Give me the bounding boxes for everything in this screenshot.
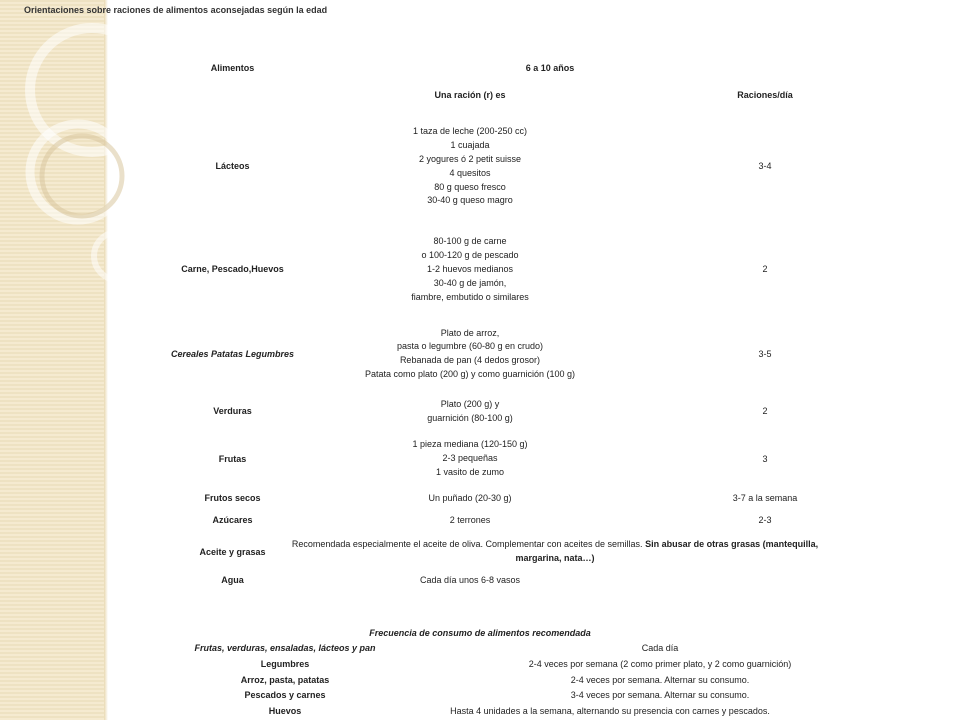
row-carne-desc-1: 80-100 g de carne: [433, 236, 507, 246]
row-cereales-food: Cereales Patatas Legumbres: [170, 349, 295, 359]
row-carne-desc-5: fiambre, embutido o similares: [411, 292, 529, 302]
freq-row-5-food: Huevos: [268, 706, 302, 716]
row-cereales-desc-2: pasta o legumbre (60-80 g en crudo): [396, 341, 544, 351]
row-carne-desc-2: o 100-120 g de pescado: [421, 250, 519, 260]
row-verduras-food: Verduras: [213, 406, 252, 416]
row-azucares-rac: 2-3: [758, 515, 772, 525]
freq-row-3-food: Arroz, pasta, patatas: [240, 675, 330, 685]
row-verduras-desc-1: Plato (200 g) y: [440, 399, 500, 409]
row-cereales-desc-3: Rebanada de pan (4 dedos grosor): [399, 355, 541, 365]
row-lacteos-desc-4: 4 quesitos: [449, 168, 491, 178]
row-verduras-desc-2: guarnición (80-100 g): [427, 413, 513, 423]
row-aceite-desc-bold2: margarina, nata…): [515, 553, 595, 563]
row-frutas-food: Frutas: [218, 454, 247, 464]
row-aceite-desc-line1: [250, 537, 860, 551]
row-lacteos-desc-1: 1 taza de leche (200-250 cc): [412, 126, 528, 136]
row-frutas-desc-3: 1 vasito de zumo: [435, 467, 505, 477]
row-aceite-food: Aceite y grasas: [199, 547, 266, 557]
row-frutas-desc-1: 1 pieza mediana (120-150 g): [412, 439, 528, 449]
row-carne-food: Carne, Pescado,Huevos: [181, 264, 284, 274]
header-age: 6 a 10 años: [525, 63, 575, 73]
row-lacteos-rac: 3-4: [758, 161, 772, 171]
sidebar-panel: [0, 0, 105, 720]
row-aceite-desc-bold1: Sin abusar de otras grasas (mantequilla,: [645, 539, 819, 549]
row-frutos-secos-rac: 3-7 a la semana: [732, 493, 798, 503]
header-per-day: Raciones/día: [737, 90, 793, 100]
row-frutas-rac: 3: [762, 454, 768, 464]
table2-title: Frecuencia de consumo de alimentos recomendada: [369, 628, 591, 638]
freq-row-2-food: Legumbres: [260, 659, 310, 669]
row-cereales-rac: 3-5: [758, 349, 772, 359]
row-aceite-desc-plain: Recomendada especialmente el aceite de oliva. Complementar con aceites de semillas.: [291, 539, 646, 549]
row-agua-food: Agua: [221, 575, 244, 585]
header-ration: Una ración (r) es: [434, 90, 506, 100]
row-lacteos-desc-5: 80 g queso fresco: [434, 182, 506, 192]
row-cereales-desc-1: Plato de arroz,: [440, 328, 500, 338]
page-title: Orientaciones sobre raciones de alimentos aconsejadas según la edad: [24, 5, 328, 15]
row-cereales-desc-4: Patata como plato (200 g) y como guarnición (100 g): [364, 369, 576, 379]
row-frutos-secos-desc: Un puñado (20-30 g): [428, 493, 512, 503]
row-azucares-food: Azúcares: [212, 515, 253, 525]
row-azucares-desc: 2 terrones: [449, 515, 491, 525]
row-carne-desc-3: 1-2 huevos medianos: [426, 264, 514, 274]
row-carne-desc-4: 30-40 g de jamón,: [433, 278, 507, 288]
row-lacteos-desc-2: 1 cuajada: [450, 140, 490, 150]
freq-row-2-freq: 2-4 veces por semana (2 como primer plato, y 2 como guarnición): [528, 659, 792, 669]
row-lacteos-food: Lácteos: [215, 161, 250, 171]
sidebar-edge: [104, 0, 108, 720]
freq-row-5-freq: Hasta 4 unidades a la semana, alternando su presencia con carnes y pescados.: [450, 706, 770, 716]
row-carne-rac: 2: [762, 264, 768, 274]
row-frutos-secos-food: Frutos secos: [204, 493, 261, 503]
freq-row-4-food: Pescados y carnes: [244, 690, 326, 700]
row-agua-desc: Cada día unos 6-8 vasos: [419, 575, 521, 585]
row-lacteos-desc-3: 2 yogures ó 2 petit suisse: [418, 154, 522, 164]
row-frutas-desc-2: 2-3 pequeñas: [442, 453, 498, 463]
freq-row-1-food: Frutas, verduras, ensaladas, lácteos y pan: [194, 643, 376, 653]
freq-row-4-freq: 3-4 veces por semana. Alternar su consumo.: [570, 690, 750, 700]
freq-row-1-freq: Cada día: [641, 643, 679, 653]
freq-row-3-freq: 2-4 veces por semana. Alternar su consumo.: [570, 675, 750, 685]
header-food: Alimentos: [210, 63, 255, 73]
row-lacteos-desc-6: 30-40 g queso magro: [427, 195, 513, 205]
row-verduras-rac: 2: [762, 406, 768, 416]
